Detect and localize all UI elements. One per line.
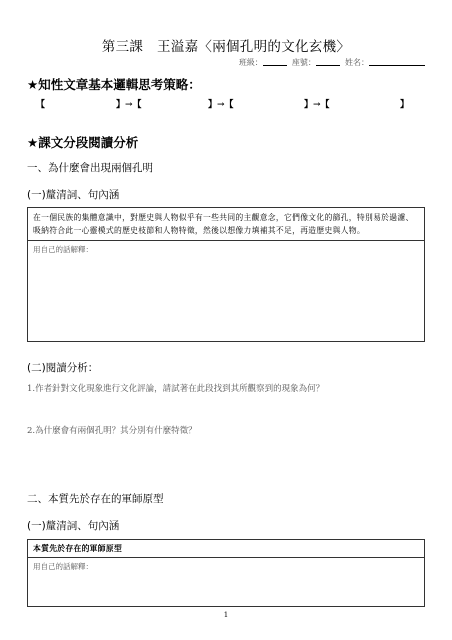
section2-heading: 二、本質先於存在的軍師原型	[27, 493, 164, 505]
seat-label: 座號：	[291, 58, 316, 67]
student-info	[239, 56, 425, 68]
class-label: 班級：	[238, 58, 263, 67]
section1-box-text: 在一個民族的集體意識中，對歷史與人物似乎有一些共同的主觀意念，它們像文化的篩孔，特別易於過濾、吸納符合此一心靈模式的歷史枝節和人物特徵，然後以想像力填補其不足，再造歷史與人物。	[28, 208, 424, 241]
name-blank[interactable]	[369, 56, 425, 66]
strategy-heading: ★知性文章基本邏輯思考策略：	[27, 77, 201, 92]
bracket-close: 】	[400, 100, 410, 110]
section1-sub2-heading: (二)閱讀分析：	[27, 362, 99, 374]
bracket-open: 【	[36, 100, 46, 110]
section1-answer-area[interactable]	[28, 241, 424, 258]
section1-box-prompt: 用自己的話解釋：	[33, 245, 93, 254]
section2-answer-area[interactable]	[28, 558, 424, 575]
bracket-arrow-2: 】→【	[208, 100, 234, 110]
section1-heading: 一、為什麼會出現兩個孔明	[27, 162, 153, 174]
section1-sub1-heading: (一)釐清詞、句內涵	[27, 189, 120, 201]
analysis-heading: ★課文分段閱讀分析	[27, 135, 139, 150]
section2-box-prompt: 用自己的話解釋：	[33, 562, 93, 571]
bracket-arrow-3: 】→【	[304, 100, 330, 110]
section2-sub1-heading: (一)釐清詞、句內涵	[27, 520, 120, 532]
seat-blank[interactable]	[316, 56, 340, 66]
bracket-arrow-1: 】→【	[116, 100, 142, 110]
name-label: 姓名：	[345, 58, 369, 67]
class-blank[interactable]	[263, 56, 287, 66]
question-1: 1.作者針對文化現象進行文化評論，請試著在此段找到其所觀察到的現象為何？	[27, 384, 325, 394]
page-number: 1	[223, 611, 229, 619]
section2-interpretation-box	[27, 539, 425, 607]
question-2: 2.為什麼會有兩個孔明？其分別有什麼特徵？	[27, 426, 197, 436]
page-title: 第三課 王溢嘉〈兩個孔明的文化玄機〉	[101, 39, 351, 55]
section1-interpretation-box	[27, 207, 425, 342]
section2-box-text: 本質先於存在的軍師原型	[28, 540, 424, 558]
